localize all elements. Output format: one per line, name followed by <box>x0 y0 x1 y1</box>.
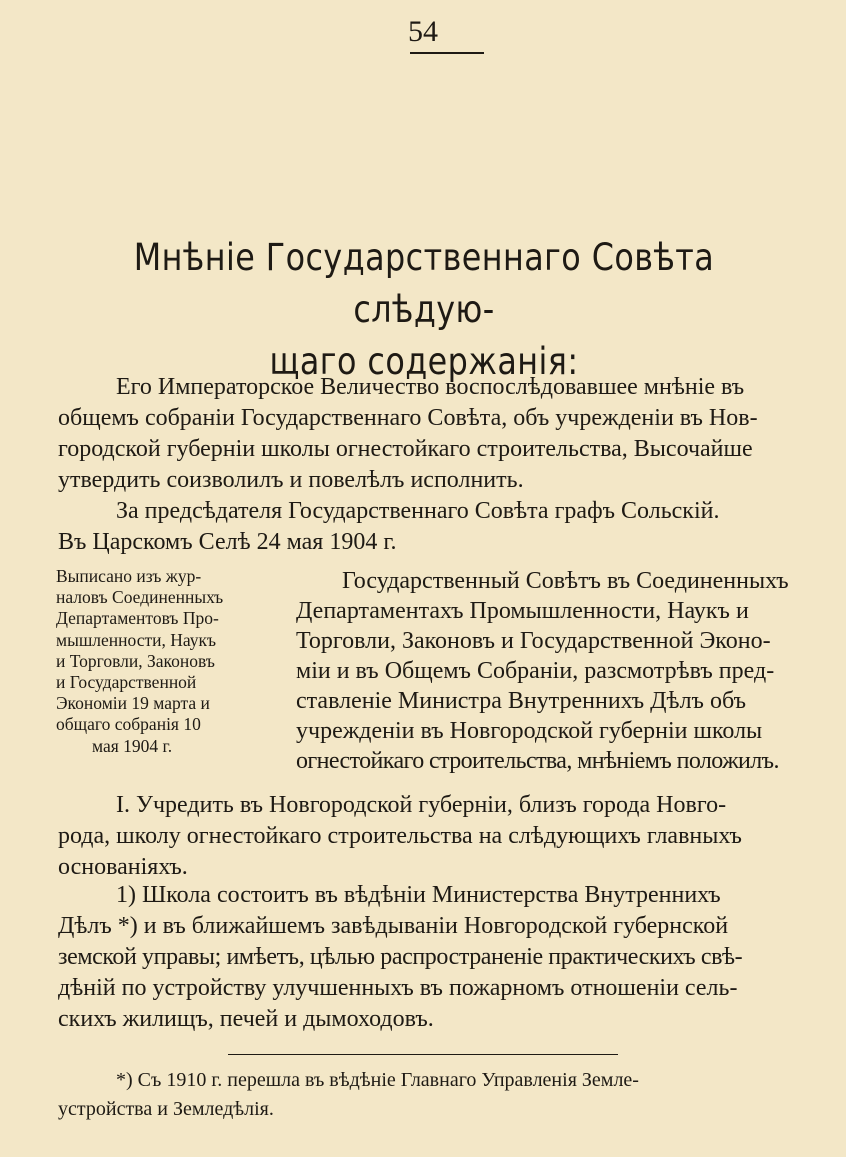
margin-note-line: Экономіи 19 марта и <box>56 693 210 714</box>
council-line: учрежденіи въ Новгородской губерніи школы <box>296 718 763 744</box>
footnote <box>58 1066 834 1124</box>
council-line: Торговли, Законовъ и Государственной Эконо- <box>296 628 771 654</box>
item-1 <box>58 880 834 1035</box>
section-1 <box>58 790 834 883</box>
signature-line: За предсѣдателя Государственнаго Совѣта графъ Сольскій. <box>116 498 720 524</box>
intro-line: Его Императорское Величество воспослѣдовавшее мнѣніе въ <box>116 374 745 400</box>
place-date-line: Въ Царскомъ Селѣ 24 мая 1904 г. <box>58 529 397 555</box>
margin-note-line: мышленности, Наукъ <box>56 629 217 650</box>
item-1-line: Дѣлъ *) и въ ближайшемъ завѣдываніи Новгородской губернской <box>58 913 729 939</box>
margin-note-line: наловъ Соединенныхъ <box>56 587 224 608</box>
intro-line: общемъ собраніи Государственнаго Совѣта, объ учрежденіи въ Нов- <box>58 405 758 431</box>
item-1-line: земской управы; имѣетъ, цѣлью распространеніе практическихъ свѣ- <box>58 944 743 970</box>
margin-note-line: и Государственной <box>56 672 197 693</box>
item-1-line: дѣній по устройству улучшенныхъ въ пожарномъ отношеніи сель- <box>58 975 738 1001</box>
council-line: ставленіе Министра Внутреннихъ Дѣлъ объ <box>296 688 746 714</box>
item-1-line: скихъ жилищъ, печей и дымоходовъ. <box>58 1006 434 1032</box>
council-line: міи и въ Общемъ Собраніи, разсмотрѣвъ пред- <box>296 658 775 684</box>
section-1-line: основаніяхъ. <box>58 854 188 880</box>
item-1-line: 1) Школа состоитъ въ вѣдѣніи Министерства Внутреннихъ <box>116 882 721 908</box>
intro-line: городской губерніи школы огнестойкаго строительства, Высочайше <box>58 436 753 462</box>
margin-note-line: мая 1904 г. <box>92 735 173 756</box>
title-line-2: щаго содержанія: <box>269 340 579 383</box>
intro-paragraph <box>58 372 834 558</box>
page-title <box>94 232 754 388</box>
council-decision-text <box>296 566 834 776</box>
page-number: 54 <box>408 15 438 48</box>
section-1-line: I. Учредить въ Новгородской губерніи, близъ города Новго- <box>116 792 727 818</box>
council-line: Департаментахъ Промышленности, Наукъ и <box>296 598 749 624</box>
section-1-line: рода, школу огнестойкаго строительства на слѣдующихъ главныхъ <box>58 823 742 849</box>
intro-line: утвердить соизволилъ и повелѣлъ исполнить. <box>58 467 524 493</box>
margin-note-line: общаго собранія 10 <box>56 714 201 735</box>
title-line-1: Мнѣніе Государственнаго Совѣта слѣдую- <box>133 236 715 331</box>
margin-note <box>56 566 270 757</box>
footnote-line: устройства и Земледѣлія. <box>58 1098 274 1120</box>
council-line: Государственный Совѣтъ въ Соединенныхъ <box>342 568 789 594</box>
margin-note-line: Департаментовъ Про- <box>56 608 219 629</box>
margin-note-line: и Торговли, Законовъ <box>56 650 215 671</box>
page-number-underline <box>410 52 484 54</box>
margin-note-line: Выписано изъ жур- <box>56 566 202 586</box>
footnote-divider <box>228 1054 618 1055</box>
footnote-line: *) Съ 1910 г. перешла въ вѣдѣніе Главнаго Управленія Земле- <box>116 1069 639 1091</box>
council-line: огнестойкаго строительства, мнѣніемъ положилъ. <box>296 748 779 774</box>
